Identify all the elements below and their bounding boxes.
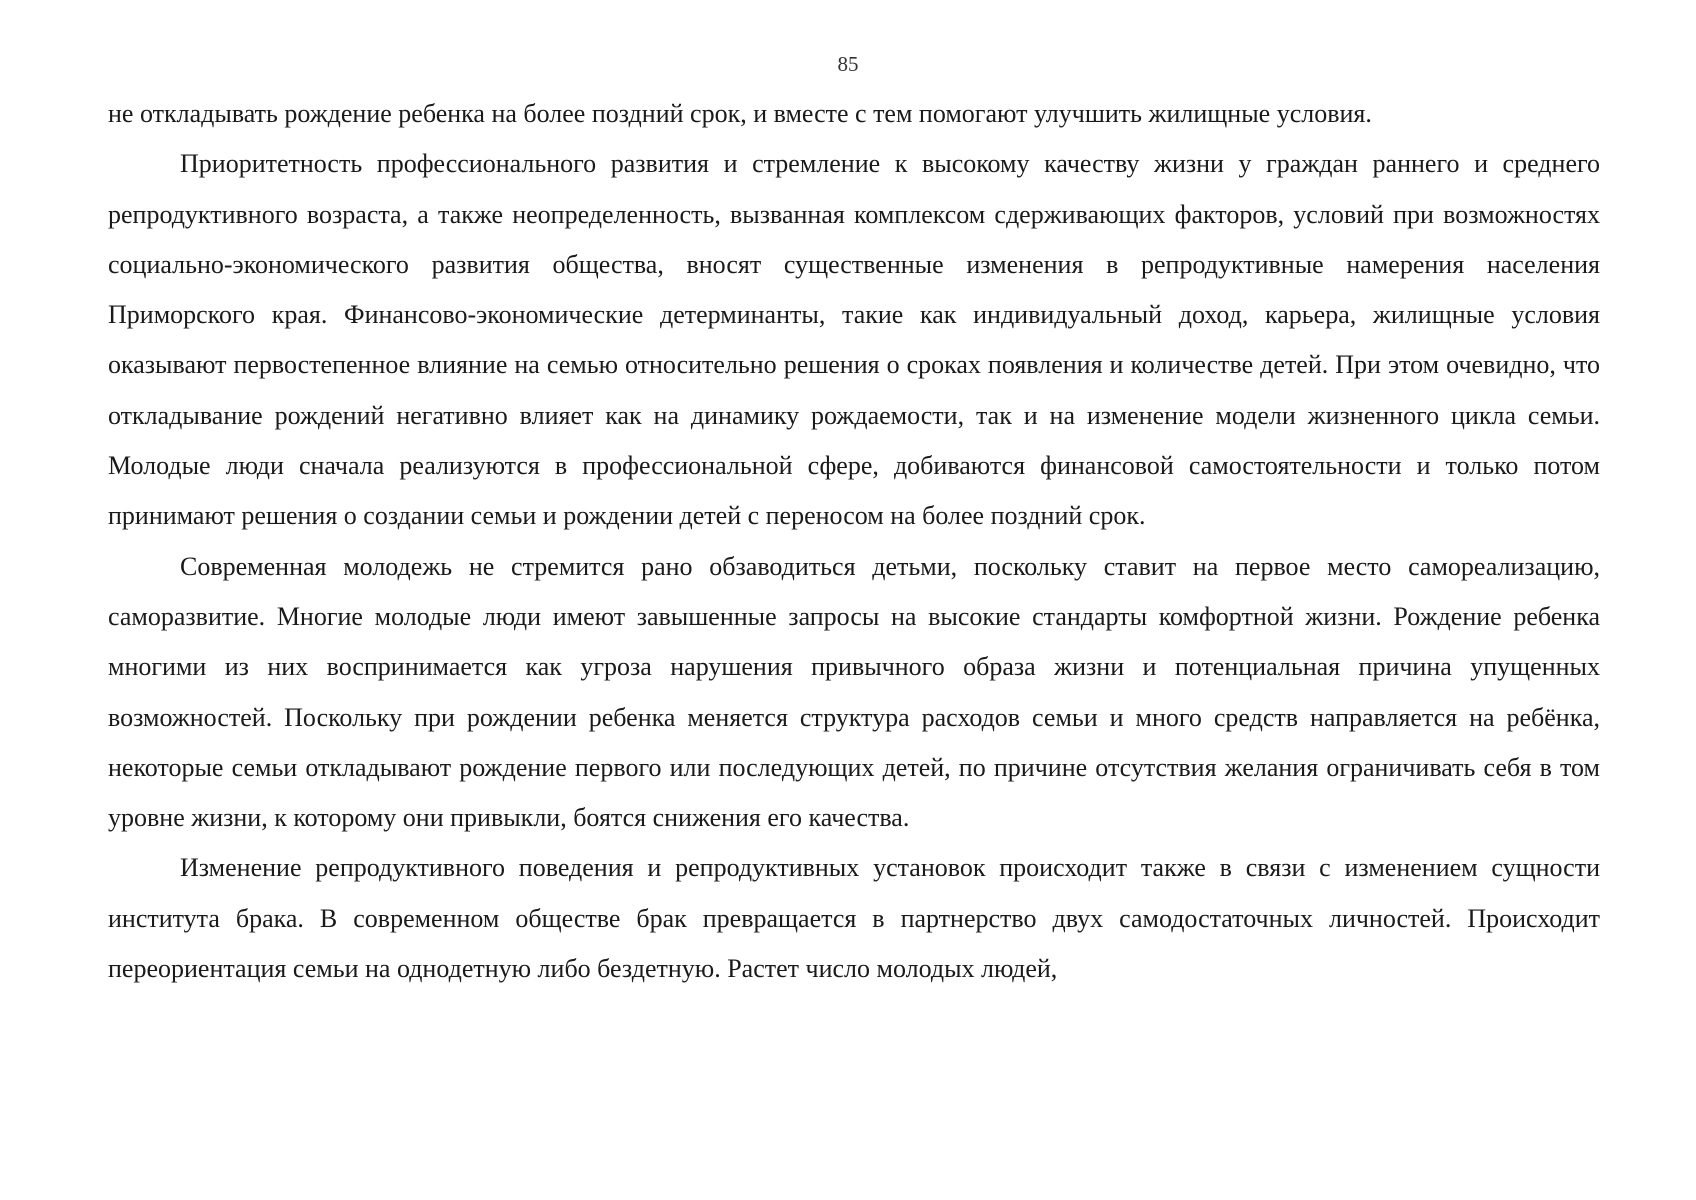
page-number: 85 (837, 52, 859, 76)
paragraph-youth: Современная молодежь не стремится рано обзаводиться детьми, поскольку ставит на первое место самореализацию, саморазвитие. Многие молодые люди имеют завышенные запросы на высокие стандарты комфортной жизни. Рождение ребенка многими из них воспринимается как угроза нарушения привычного образа жизни и потенциальная причина упущенных возможностей. Поскольку при рождении ребенка меняется структура расходов семьи и много средств направляется на ребёнка, некоторые семьи откладывают рождение первого или последующих детей, по причине отсутствия желания ограничивать себя в том уровне жизни, к которому они привыкли, боятся снижения его качества. (108, 551, 1600, 833)
paragraph-continuation: не откладывать рождение ребенка на более поздний срок, и вместе с тем помогают улучшить жилищные условия. (108, 99, 1372, 128)
body-text (108, 89, 1600, 994)
paragraph-marriage: Изменение репродуктивного поведения и репродуктивных установок происходит также в связи с изменением сущности института брака. В современном обществе брак превращается в партнерство двух самодостаточных личностей. Происходит переориентация семьи на однодетную либо бездетную. Растет число молодых людей, (108, 853, 1600, 984)
paragraph-priorities: Приоритетность профессионального развития и стремление к высокому качеству жизни у граждан раннего и среднего репродуктивного возраста, а также неопределенность, вызванная комплексом сдерживающих факторов, условий при возможностях социально-экономического развития общества, вносят существенные изменения в репродуктивные намерения населения Приморского края. Финансово-экономические детерминанты, такие как индивидуальный доход, карьера, жилищные условия оказывают первостепенное влияние на семью относительно решения о сроках появления и количестве детей. При этом очевидно, что откладывание рождений негативно влияет как на динамику рождаемости, так и на изменение модели жизненного цикла семьи. Молодые люди сначала реализуются в профессиональной сфере, добиваются финансовой самостоятельности и только потом принимают решения о создании семьи и рождении детей с переносом на более поздний срок. (108, 149, 1600, 531)
